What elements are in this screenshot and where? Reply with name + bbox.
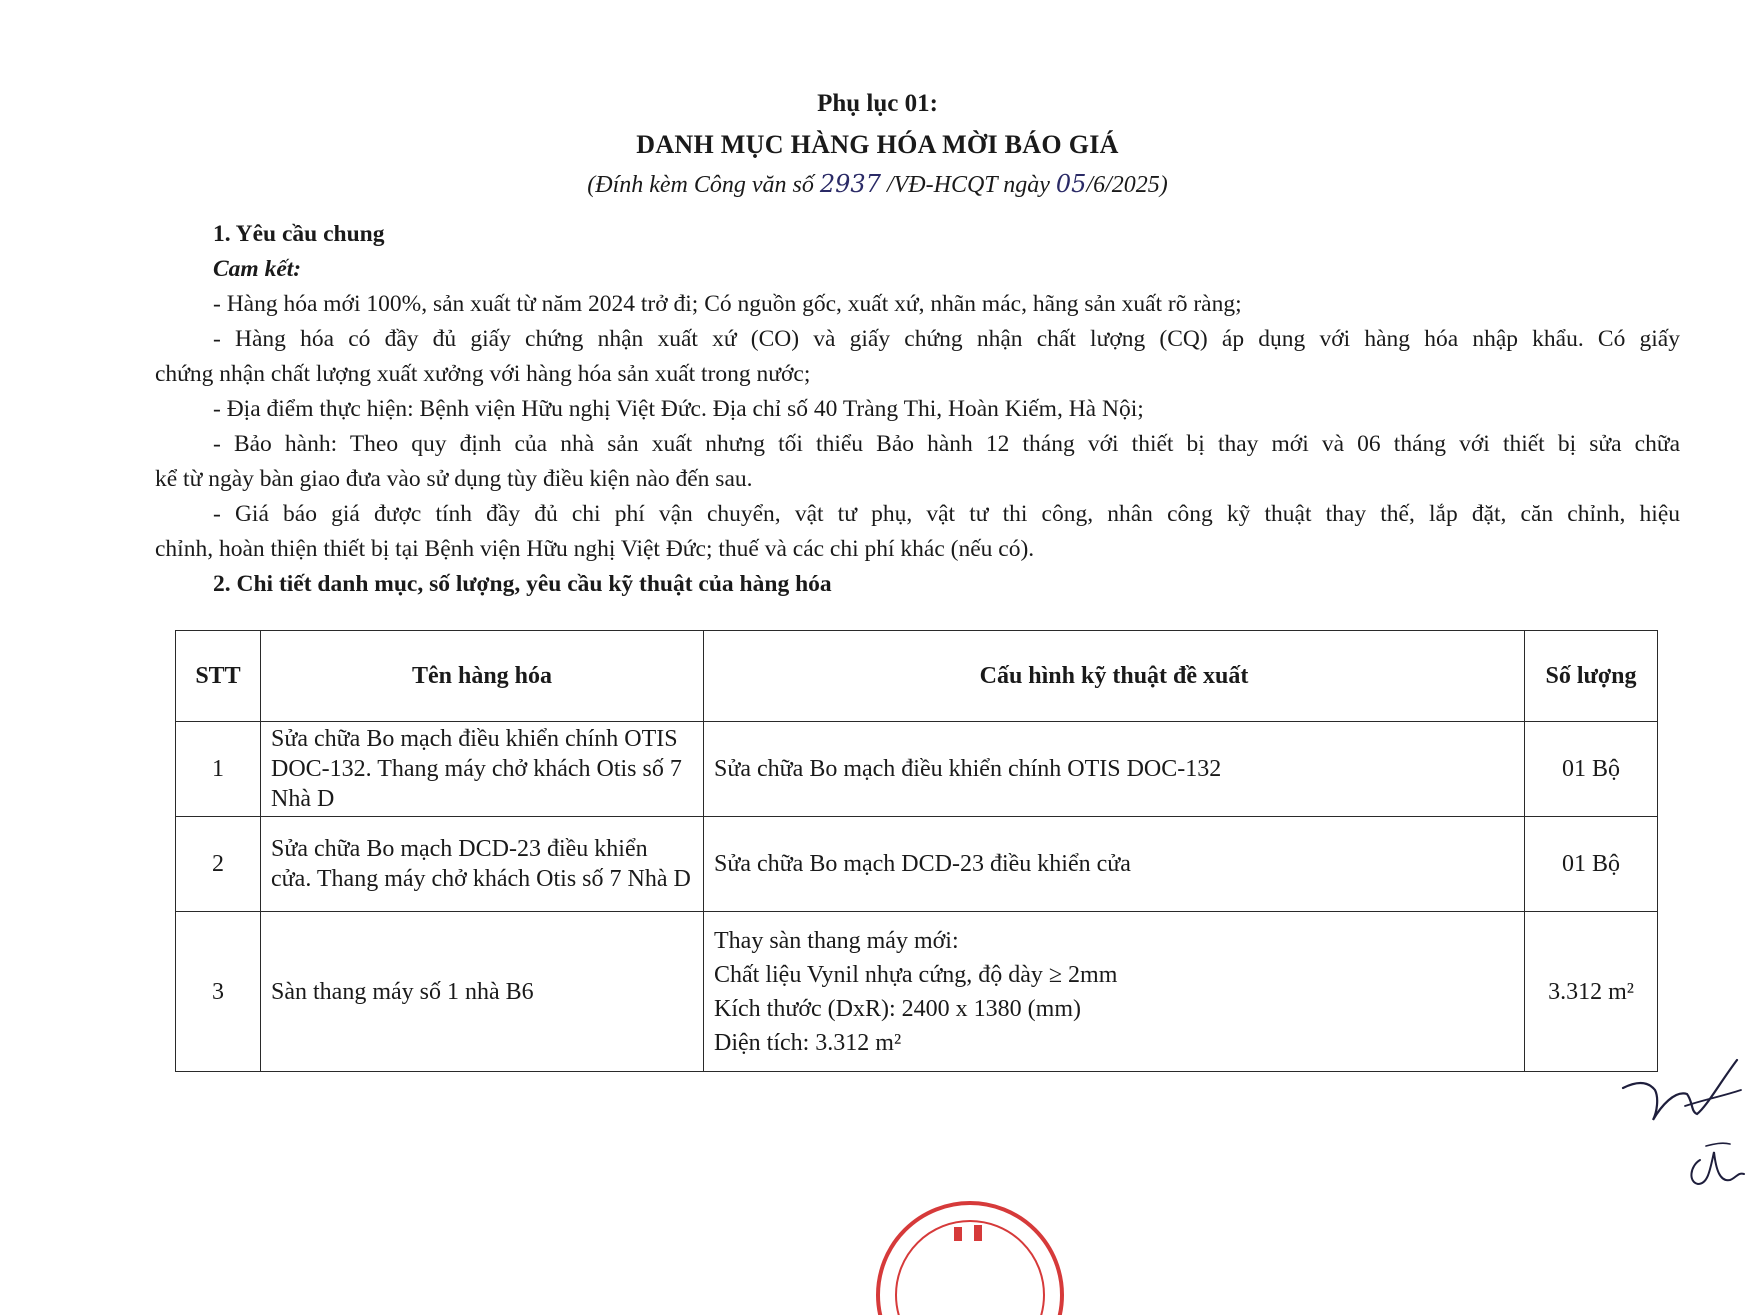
requirement-line: chứng nhận chất lượng xuất xưởng với hàng hóa sản xuất trong nước; (155, 361, 811, 387)
subtitle-middle: /VĐ-HCQT ngày (880, 172, 1056, 198)
row-qty: 3.312 m² (1525, 912, 1658, 1072)
row-stt: 2 (176, 817, 261, 912)
document-title: DANH MỤC HÀNG HÓA MỜI BÁO GIÁ (636, 130, 1119, 159)
row-stt: 1 (176, 722, 261, 817)
row-name: Sửa chữa Bo mạch DCD-23 điều khiển cửa. Thang máy chở khách Otis số 7 Nhà D (261, 817, 704, 912)
requirement-line: - Bảo hành: Theo quy định của nhà sản xuất nhưng tối thiểu Bảo hành 12 tháng với thiết bị thay mới và 06 tháng với thiết bị sửa chữa (213, 431, 1680, 457)
section1-heading: 1. Yêu cầu chung (213, 221, 385, 247)
red-seal-stamp (870, 1195, 1070, 1315)
row-name: Sàn thang máy số 1 nhà B6 (261, 912, 704, 1072)
header-stt: STT (176, 631, 261, 722)
signature-initial-2 (1680, 1130, 1750, 1200)
row-stt: 3 (176, 912, 261, 1072)
row-spec: Sửa chữa Bo mạch DCD-23 điều khiển cửa (704, 817, 1525, 912)
spec-line: Thay sàn thang máy mới: (714, 927, 959, 954)
requirement-line: - Hàng hóa mới 100%, sản xuất từ năm 2024 trở đi; Có nguồn gốc, xuất xứ, nhãn mác, hãng sản xuất rõ ràng; (213, 291, 1242, 317)
row-name: Sửa chữa Bo mạch điều khiển chính OTIS DOC-132. Thang máy chở khách Otis số 7 Nhà D (261, 722, 704, 817)
requirement-line: - Hàng hóa có đầy đủ giấy chứng nhận xuất xứ (CO) và giấy chứng nhận chất lượng (CQ) áp dụng với hàng hóa nhập khẩu. Có giấy (213, 326, 1680, 352)
spec-line: Diện tích: 3.312 m² (714, 1029, 902, 1056)
table-row (176, 817, 1658, 912)
section2-heading: 2. Chi tiết danh mục, số lượng, yêu cầu kỹ thuật của hàng hóa (213, 571, 832, 597)
row-qty: 01 Bộ (1525, 722, 1658, 817)
document-subtitle (0, 170, 1755, 199)
subtitle-suffix: /6/2025) (1086, 172, 1168, 198)
header-qty: Số lượng (1525, 631, 1658, 722)
handwritten-doc-number: 2937 (819, 170, 881, 198)
goods-table (175, 630, 1658, 1072)
header-spec: Cấu hình kỹ thuật đề xuất (704, 631, 1525, 722)
requirement-line: - Giá báo giá được tính đầy đủ chi phí vận chuyển, vật tư phụ, vật tư thi công, nhân công kỹ thuật thay thế, lắp đặt, căn chỉnh, hiệu (213, 501, 1680, 527)
table-row (176, 722, 1658, 817)
requirement-line: chỉnh, hoàn thiện thiết bị tại Bệnh viện Hữu nghị Việt Đức; thuế và các chi phí khác (nếu có). (155, 536, 1035, 562)
table-header-row (176, 631, 1658, 722)
requirement-line: kể từ ngày bàn giao đưa vào sử dụng tùy điều kiện nào đến sau. (155, 466, 753, 492)
requirement-line: - Địa điểm thực hiện: Bệnh viện Hữu nghị Việt Đức. Địa chỉ số 40 Tràng Thi, Hoàn Kiếm, Hà Nội; (213, 396, 1144, 422)
spec-line: Kích thước (DxR): 2400 x 1380 (mm) (714, 995, 1081, 1022)
table-row (176, 912, 1658, 1072)
signature-initial-1 (1615, 1050, 1745, 1130)
row-spec: Sửa chữa Bo mạch điều khiển chính OTIS DOC-132 (704, 722, 1525, 817)
row-qty: 01 Bộ (1525, 817, 1658, 912)
spec-line: Chất liệu Vynil nhựa cứng, độ dày ≥ 2mm (714, 961, 1118, 988)
header-name: Tên hàng hóa (261, 631, 704, 722)
commit-label: Cam kết: (213, 256, 302, 282)
appendix-label: Phụ lục 01: (817, 90, 938, 117)
row-spec (704, 912, 1525, 1072)
subtitle-prefix: (Đính kèm Công văn số (587, 172, 820, 198)
handwritten-date-day: 05 (1055, 170, 1087, 198)
